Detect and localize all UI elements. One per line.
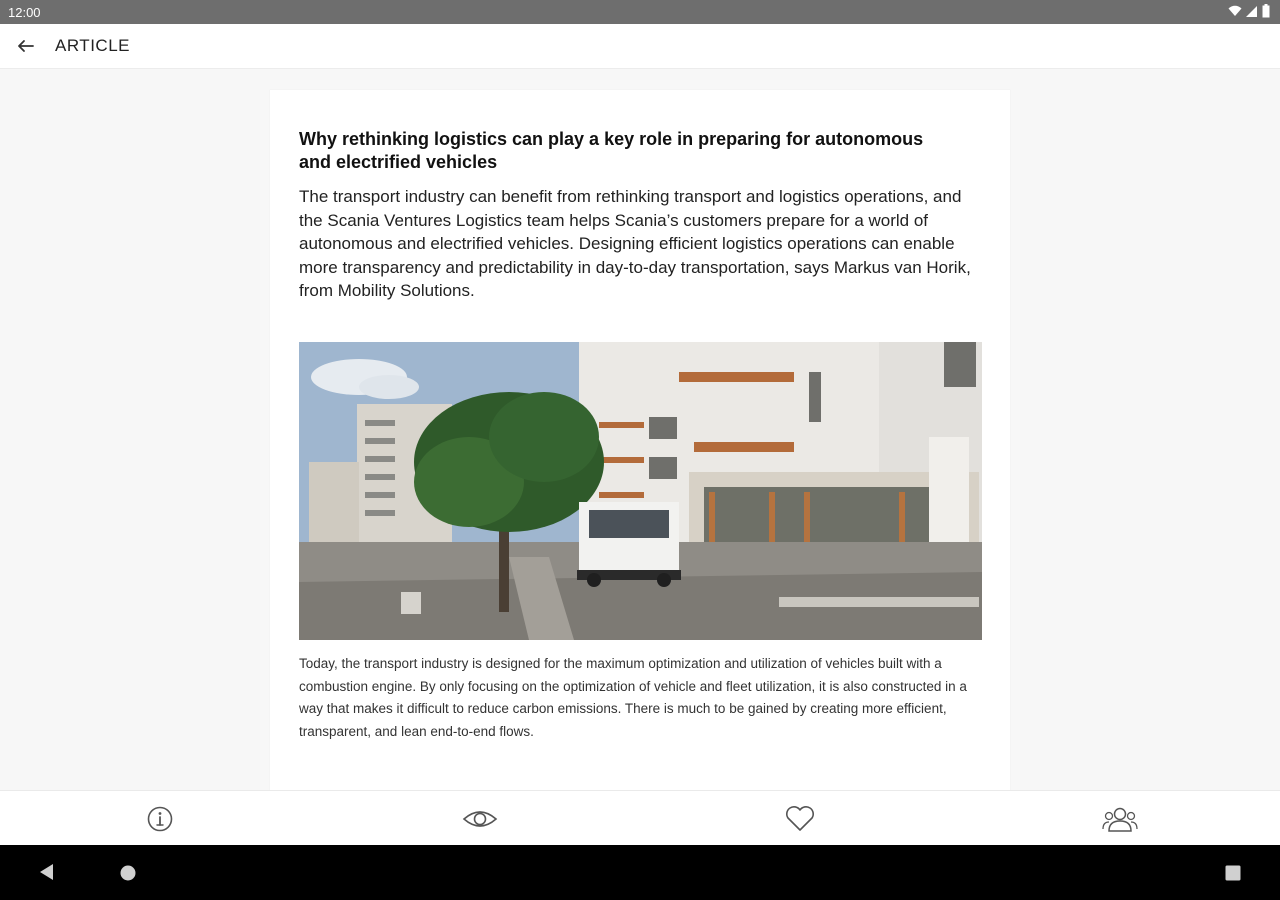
back-triangle-icon — [38, 863, 56, 881]
eye-icon — [462, 806, 498, 832]
recents-square-icon — [1224, 864, 1242, 882]
bottom-nav — [0, 790, 1280, 846]
info-icon — [146, 805, 174, 833]
status-time: 12:00 — [8, 5, 41, 20]
battery-icon — [1262, 4, 1270, 18]
article-title: Why rethinking logistics can play a key role in preparing for autonomous and electrified vehicles — [299, 129, 924, 172]
system-nav-bar — [0, 845, 1280, 900]
heart-icon — [784, 805, 816, 833]
page-title: ARTICLE — [55, 36, 130, 55]
people-icon — [1101, 805, 1139, 833]
people-button[interactable] — [1100, 801, 1140, 837]
article-lead: The transport industry can benefit from rethinking transport and logistics operations, and the Scania Ventures Logistics team helps Scania’s customers prepare for a world of autonomous and electrified vehicles. Designing efficient logistics operations can enable more transparency and predictability in day-to-day transportation, says Markus van Horik, from Mobility Solutions. — [299, 187, 971, 300]
article-card — [270, 90, 1010, 790]
system-back-button[interactable] — [38, 863, 56, 886]
eye-button[interactable] — [460, 801, 500, 837]
article-scroll-area[interactable] — [0, 68, 1280, 790]
status-icons — [1228, 4, 1270, 18]
home-circle-icon — [119, 864, 137, 882]
favorite-button[interactable] — [780, 801, 820, 837]
arrow-back-icon — [10, 32, 40, 60]
app-bar — [0, 24, 1280, 69]
system-home-button[interactable] — [119, 864, 137, 887]
system-recents-button[interactable] — [1224, 864, 1242, 887]
article-photo — [299, 342, 982, 640]
article-image — [299, 342, 982, 640]
back-button[interactable] — [10, 32, 40, 60]
signal-icon — [1246, 4, 1258, 18]
status-bar — [0, 0, 1280, 24]
article-body: Today, the transport industry is designed for the maximum optimization and utilization of vehicles built with a combustion engine. By only focusing on the optimization of vehicle and fleet utilization, it is also constructed in a way that makes it difficult to reduce carbon emissions. There is much to be gained by creating more efficient, transparent, and lean end-to-end flows. — [299, 656, 967, 739]
info-button[interactable] — [140, 801, 180, 837]
wifi-icon — [1228, 4, 1242, 18]
